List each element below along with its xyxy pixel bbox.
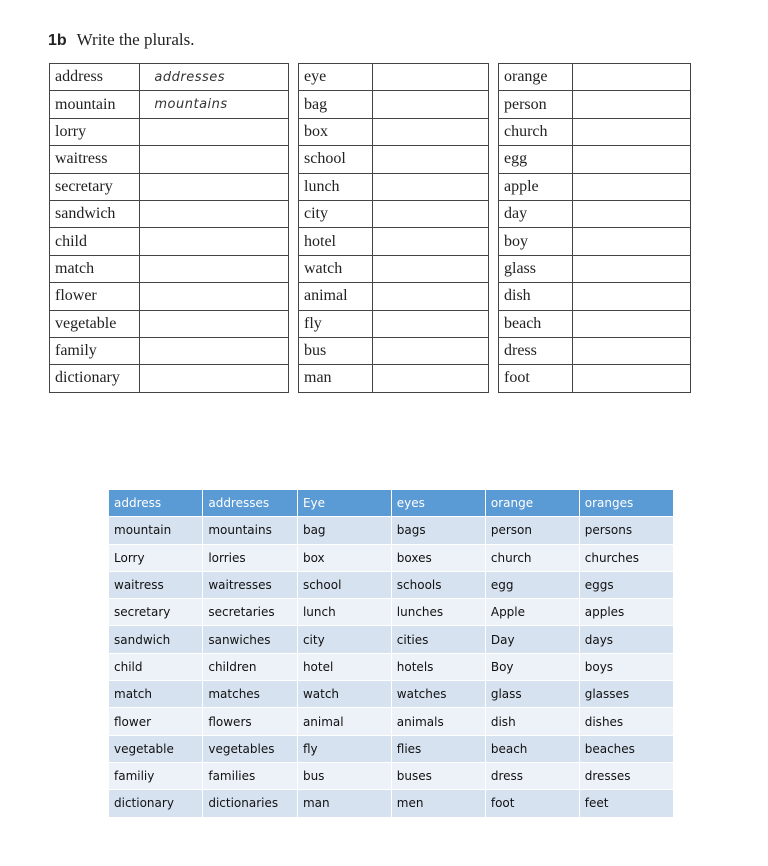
answer-key-plural: dresses (580, 763, 673, 789)
exercise-table-2 (298, 63, 489, 393)
exercise-row (499, 91, 691, 118)
exercise-row (499, 200, 691, 227)
singular-word: lunch (299, 173, 373, 200)
singular-word: lorry (50, 118, 140, 145)
singular-word: city (299, 200, 373, 227)
exercise-row (499, 64, 691, 91)
answer-key-singular: hotel (298, 654, 391, 680)
singular-word: apple (499, 173, 573, 200)
answer-key-singular: dress (486, 763, 579, 789)
answer-key-plural: boxes (392, 545, 485, 571)
answer-key-row (109, 599, 673, 625)
answer-key-plural: matches (203, 681, 297, 707)
answer-key-row (109, 654, 673, 680)
singular-word: church (499, 118, 573, 145)
answer-key-plural: feet (580, 790, 673, 816)
answer-key-plural: beaches (580, 736, 673, 762)
exercise-row (299, 365, 489, 392)
exercise-row (50, 310, 289, 337)
singular-word: child (50, 228, 140, 255)
answer-key-plural: buses (392, 763, 485, 789)
answer-key-row (109, 790, 673, 816)
answer-key-plural: children (203, 654, 297, 680)
answer-key-row (109, 626, 673, 652)
singular-word: dictionary (50, 365, 140, 392)
plural-answer-field[interactable] (372, 337, 488, 364)
answer-key-singular: Lorry (109, 545, 202, 571)
plural-answer-field[interactable] (140, 310, 289, 337)
plural-answer-field[interactable] (372, 91, 488, 118)
singular-word: eye (299, 64, 373, 91)
answer-key-singular: child (109, 654, 202, 680)
answer-key-plural: secretaries (203, 599, 297, 625)
plural-answer-field[interactable] (572, 64, 690, 91)
answer-key-singular: mountain (109, 517, 202, 543)
answer-key-singular: secretary (109, 599, 202, 625)
plural-answer-field[interactable] (140, 200, 289, 227)
answer-key-singular: dish (486, 708, 579, 734)
answer-key-singular: waitress (109, 572, 202, 598)
exercise-row (299, 228, 489, 255)
plural-answer-field[interactable]: addresses (140, 64, 289, 91)
exercise-row (299, 337, 489, 364)
plural-answer-field[interactable] (140, 365, 289, 392)
answer-key-singular: flower (109, 708, 202, 734)
exercise-number: 1b (48, 32, 67, 49)
singular-word: mountain (50, 91, 140, 118)
answer-key-singular: egg (486, 572, 579, 598)
answer-key-singular: sandwich (109, 626, 202, 652)
plural-answer-field[interactable] (572, 337, 690, 364)
singular-word: bus (299, 337, 373, 364)
answer-key-plural: schools (392, 572, 485, 598)
singular-word: waitress (50, 146, 140, 173)
plural-answer-field[interactable] (572, 255, 690, 282)
answer-key-singular: watch (298, 681, 391, 707)
exercise-row (50, 200, 289, 227)
answer-key-plural: apples (580, 599, 673, 625)
singular-word: man (299, 365, 373, 392)
answer-key-row (109, 736, 673, 762)
answer-key-plural: churches (580, 545, 673, 571)
answer-key-singular: orange (486, 490, 579, 516)
answer-key-singular: familiy (109, 763, 202, 789)
plural-answer-field[interactable] (140, 146, 289, 173)
plural-answer-field[interactable] (372, 365, 488, 392)
singular-word: glass (499, 255, 573, 282)
singular-word: sandwich (50, 200, 140, 227)
exercise-instruction: Write the plurals. (76, 30, 195, 49)
answer-key-table (108, 489, 674, 818)
singular-word: match (50, 255, 140, 282)
exercise-row (499, 365, 691, 392)
plural-answer-field[interactable] (372, 200, 488, 227)
plural-answer-field[interactable] (372, 64, 488, 91)
singular-word: bag (299, 91, 373, 118)
exercise-row (299, 283, 489, 310)
answer-key-singular: match (109, 681, 202, 707)
exercise-row (299, 255, 489, 282)
answer-key-singular: beach (486, 736, 579, 762)
singular-word: secretary (50, 173, 140, 200)
plural-answer-field[interactable] (572, 173, 690, 200)
answer-key-singular: Eye (298, 490, 391, 516)
exercise-row (50, 118, 289, 145)
singular-word: watch (299, 255, 373, 282)
answer-key-singular: Boy (486, 654, 579, 680)
answer-key-plural: days (580, 626, 673, 652)
answer-key-plural: dictionaries (203, 790, 297, 816)
answer-key-row (109, 572, 673, 598)
exercise-heading (48, 30, 194, 50)
answer-key-plural: watches (392, 681, 485, 707)
plural-answer-field[interactable] (372, 255, 488, 282)
answer-key-singular: Apple (486, 599, 579, 625)
singular-word: family (50, 337, 140, 364)
plural-answer-field[interactable] (372, 228, 488, 255)
exercise-row (299, 118, 489, 145)
singular-word: orange (499, 64, 573, 91)
answer-key-plural: dishes (580, 708, 673, 734)
exercise-row (50, 365, 289, 392)
plural-answer-field[interactable] (572, 283, 690, 310)
plural-answer-field[interactable] (372, 310, 488, 337)
exercise-row (50, 173, 289, 200)
singular-word: hotel (299, 228, 373, 255)
answer-key-plural: mountains (203, 517, 297, 543)
exercise-row (299, 64, 489, 91)
singular-word: egg (499, 146, 573, 173)
plural-answer-field[interactable] (572, 118, 690, 145)
singular-word: foot (499, 365, 573, 392)
exercise-row (50, 91, 289, 118)
singular-word: person (499, 91, 573, 118)
answer-key-plural: flowers (203, 708, 297, 734)
plural-answer-field[interactable] (140, 118, 289, 145)
plural-answer-field[interactable] (572, 146, 690, 173)
answer-key-singular: bus (298, 763, 391, 789)
exercise-row (499, 283, 691, 310)
answer-key-row (109, 681, 673, 707)
exercise-row (499, 118, 691, 145)
exercise-row (50, 337, 289, 364)
exercise-row (299, 200, 489, 227)
exercise-row (50, 64, 289, 91)
answer-key-plural: persons (580, 517, 673, 543)
answer-key-plural: men (392, 790, 485, 816)
answer-key-singular: fly (298, 736, 391, 762)
answer-key-singular: address (109, 490, 202, 516)
answer-key-plural: addresses (203, 490, 297, 516)
exercise-row (499, 228, 691, 255)
singular-word: day (499, 200, 573, 227)
plural-answer-field[interactable] (572, 91, 690, 118)
answer-key-singular: bag (298, 517, 391, 543)
singular-word: dress (499, 337, 573, 364)
answer-key-singular: Day (486, 626, 579, 652)
answer-key-plural: lorries (203, 545, 297, 571)
exercise-row (299, 173, 489, 200)
plural-answer-field[interactable]: mountains (140, 91, 289, 118)
answer-key-singular: school (298, 572, 391, 598)
answer-key-plural: bags (392, 517, 485, 543)
singular-word: vegetable (50, 310, 140, 337)
answer-key-singular: box (298, 545, 391, 571)
plural-answer-field[interactable] (572, 310, 690, 337)
answer-key-plural: eyes (392, 490, 485, 516)
answer-key-plural: vegetables (203, 736, 297, 762)
answer-key-singular: glass (486, 681, 579, 707)
answer-key-row (109, 763, 673, 789)
singular-word: animal (299, 283, 373, 310)
singular-word: fly (299, 310, 373, 337)
exercise-row (299, 91, 489, 118)
plural-answer-field[interactable] (372, 146, 488, 173)
answer-key-plural: sanwiches (203, 626, 297, 652)
exercise-row (499, 146, 691, 173)
exercise-row (499, 173, 691, 200)
exercise-row (299, 310, 489, 337)
plural-answer-field[interactable] (140, 255, 289, 282)
exercise-row (50, 146, 289, 173)
answer-key-singular: animal (298, 708, 391, 734)
plural-answer-field[interactable] (140, 283, 289, 310)
answer-key-plural: boys (580, 654, 673, 680)
answer-key-plural: cities (392, 626, 485, 652)
answer-key-singular: church (486, 545, 579, 571)
singular-word: school (299, 146, 373, 173)
answer-key-plural: flies (392, 736, 485, 762)
exercise-row (299, 146, 489, 173)
singular-word: dish (499, 283, 573, 310)
answer-key-singular: vegetable (109, 736, 202, 762)
plural-answer-field[interactable] (140, 173, 289, 200)
answer-key-plural: lunches (392, 599, 485, 625)
plural-answer-field[interactable] (572, 365, 690, 392)
answer-key-singular: lunch (298, 599, 391, 625)
exercise-row (50, 283, 289, 310)
plural-answer-field[interactable] (372, 173, 488, 200)
plural-answer-field[interactable] (572, 200, 690, 227)
exercise-row (50, 228, 289, 255)
singular-word: flower (50, 283, 140, 310)
exercise-table-3 (498, 63, 691, 393)
exercise-row (499, 337, 691, 364)
plural-answer-field[interactable] (140, 337, 289, 364)
singular-word: beach (499, 310, 573, 337)
singular-word: box (299, 118, 373, 145)
exercise-row (50, 255, 289, 282)
answer-key-singular: man (298, 790, 391, 816)
exercise-row (499, 255, 691, 282)
answer-key-singular: person (486, 517, 579, 543)
answer-key-header-row (109, 490, 673, 516)
answer-key-row (109, 708, 673, 734)
exercise-row (499, 310, 691, 337)
answer-key-plural: animals (392, 708, 485, 734)
answer-key-row (109, 517, 673, 543)
plural-answer-field[interactable] (372, 118, 488, 145)
answer-key-plural: families (203, 763, 297, 789)
plural-answer-field[interactable] (572, 228, 690, 255)
answer-key-plural: glasses (580, 681, 673, 707)
answer-key-plural: eggs (580, 572, 673, 598)
answer-key-singular: city (298, 626, 391, 652)
answer-key-row (109, 545, 673, 571)
answer-key-plural: oranges (580, 490, 673, 516)
plural-answer-field[interactable] (140, 228, 289, 255)
singular-word: address (50, 64, 140, 91)
answer-key-plural: hotels (392, 654, 485, 680)
answer-key-plural: waitresses (203, 572, 297, 598)
exercise-table-1 (49, 63, 289, 393)
plural-answer-field[interactable] (372, 283, 488, 310)
answer-key-singular: dictionary (109, 790, 202, 816)
answer-key-singular: foot (486, 790, 579, 816)
singular-word: boy (499, 228, 573, 255)
